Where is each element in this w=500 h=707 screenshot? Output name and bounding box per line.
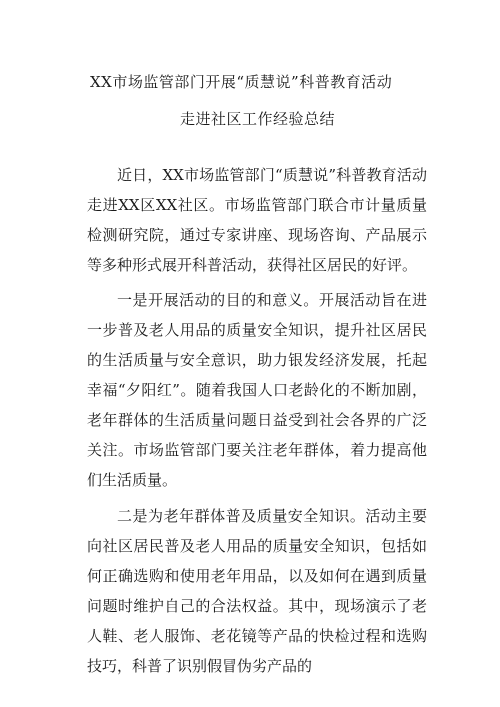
paragraph-purpose: 一是开展活动的目的和意义。开展活动旨在进一步普及老人用品的质量安全知识，提升社区居民的生活质量与安全意识，助力银发经济发展，托起幸福“夕阳红”。随着我国人口老龄化的不断加剧，老年群体的生活质量问题日益受到社会各界的广泛关注。市场监管部门要关注老年群体，着力提高他们生活质量。 (87, 291, 427, 489)
paragraph-knowledge: 二是为老年群体普及质量安全知识。活动主要向社区居民普及老人用品的质量安全知识，包括如何正确选购和使用老年用品，以及如何在遇到质量问题时维护自己的合法权益。其中，现场演示了老人鞋、老人服饰、老花镜等产品的快检过程和选购技巧，科普了识别假冒伪劣产品的 (87, 507, 427, 675)
document-title-line-2: 走进社区工作经验总结 (180, 110, 336, 128)
paragraph-intro: 近日，XX市场监管部门“质慧说”科普教育活动走进XX区XX社区。市场监管部门联合市计量质量检测研究院，通过专家讲座、现场咨询、产品展示等多种形式展开科普活动，获得社区居民的好评。 (87, 166, 427, 274)
document-title-line-1: XX市场监管部门开展“质慧说”科普教育活动 (90, 73, 393, 91)
